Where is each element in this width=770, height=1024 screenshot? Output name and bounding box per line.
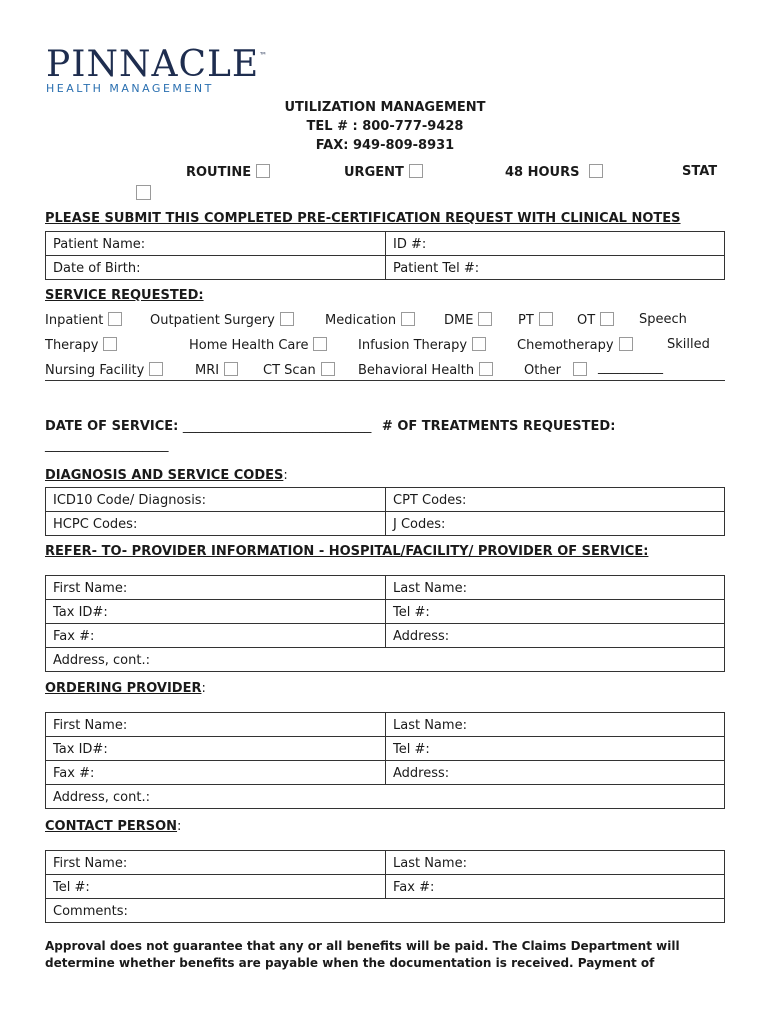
urgent-label: URGENT [344, 165, 404, 180]
patient-name-field[interactable] [46, 232, 386, 256]
ct-label: CT Scan [263, 363, 316, 378]
header-tel: TEL # : 800-777-9428 [306, 119, 464, 134]
contact-comments-field[interactable] [46, 899, 725, 923]
hcpc-field[interactable] [46, 512, 386, 536]
nursing-checkbox[interactable] [149, 362, 163, 376]
service-heading: SERVICE REQUESTED: [45, 288, 204, 303]
contact-last-name-field[interactable] [386, 851, 725, 875]
contact-table [45, 850, 725, 923]
contact-fax-field[interactable] [386, 875, 725, 899]
chemo-checkbox[interactable] [619, 337, 633, 351]
mri-checkbox[interactable] [224, 362, 238, 376]
ordering-address-field[interactable] [386, 761, 725, 785]
diagnosis-heading-row [45, 468, 288, 483]
behavioral-label: Behavioral Health [358, 363, 475, 378]
ordering-fax-label: Fax #: [53, 766, 95, 781]
service-home-health[interactable] [189, 337, 327, 353]
medication-checkbox[interactable] [401, 312, 415, 326]
service-inpatient[interactable] [45, 312, 122, 328]
ordering-tel-label: Tel #: [393, 742, 430, 757]
ordering-tax-label: Tax ID#: [53, 742, 108, 757]
ordering-last-name-field[interactable] [386, 713, 725, 737]
contact-heading-row [45, 819, 181, 834]
refer-first-name-field[interactable] [46, 576, 386, 600]
ordering-fax-field[interactable] [46, 761, 386, 785]
refer-heading: REFER- TO- PROVIDER INFORMATION - HOSPITAL/FACILITY/ PROVIDER OF SERVICE: [45, 544, 649, 559]
contact-comments-label: Comments: [53, 904, 128, 919]
disclaimer-line-1: Approval does not guarantee that any or all benefits will be paid. The Claims Department will [45, 939, 680, 953]
patient-table [45, 231, 725, 280]
other-checkbox[interactable] [573, 362, 587, 376]
stat-checkbox[interactable] [136, 185, 151, 200]
priority-urgent[interactable] [344, 164, 423, 180]
instruction-heading: PLEASE SUBMIT THIS COMPLETED PRE-CERTIFICATION REQUEST WITH CLINICAL NOTES [45, 211, 681, 226]
logo-trademark: ™ [259, 51, 269, 60]
refer-tax-field[interactable] [46, 600, 386, 624]
contact-first-name-label: First Name: [53, 856, 128, 871]
priority-48hours[interactable] [505, 164, 603, 180]
refer-last-name-label: Last Name: [393, 581, 467, 596]
treatments-label: # OF TREATMENTS REQUESTED: [381, 419, 616, 434]
ordering-address-cont-label: Address, cont.: [53, 790, 150, 805]
service-divider [45, 380, 725, 381]
infusion-label: Infusion Therapy [358, 338, 468, 353]
service-nursing[interactable] [45, 362, 163, 378]
ordering-colon: : [201, 681, 206, 696]
date-of-service-row [45, 419, 615, 434]
contact-first-name-field[interactable] [46, 851, 386, 875]
outpatient-surgery-checkbox[interactable] [280, 312, 294, 326]
inpatient-label: Inpatient [45, 313, 104, 328]
service-behavioral[interactable] [358, 362, 493, 378]
service-ot[interactable] [577, 312, 614, 328]
dob-field[interactable] [46, 256, 386, 280]
service-other[interactable] [524, 362, 587, 378]
patient-id-label: ID #: [393, 237, 427, 252]
ordering-address-cont-field[interactable] [46, 785, 725, 809]
patient-tel-label: Patient Tel #: [393, 261, 480, 276]
date-of-service-blank[interactable]: _____________________________ [182, 419, 372, 434]
company-logo [46, 44, 268, 95]
urgent-checkbox[interactable] [409, 164, 423, 178]
routine-label: ROUTINE [186, 165, 252, 180]
hcpc-label: HCPC Codes: [53, 517, 138, 532]
speech-therapy-checkbox[interactable] [103, 337, 117, 351]
ot-label: OT [577, 313, 596, 328]
priority-routine[interactable] [186, 164, 270, 180]
service-speech-therapy[interactable] [45, 337, 117, 353]
dob-label: Date of Birth: [53, 261, 141, 276]
ordering-table [45, 712, 725, 809]
header-fax: FAX: 949-809-8931 [315, 138, 455, 153]
home-health-label: Home Health Care [189, 338, 309, 353]
home-health-checkbox[interactable] [313, 337, 327, 351]
ordering-heading: ORDERING PROVIDER [45, 681, 202, 696]
infusion-checkbox[interactable] [472, 337, 486, 351]
dme-label: DME [444, 313, 474, 328]
service-chemo[interactable] [517, 337, 633, 353]
diagnosis-heading: DIAGNOSIS AND SERVICE CODES [45, 468, 284, 483]
refer-tel-label: Tel #: [393, 605, 430, 620]
chemo-label: Chemotherapy [517, 338, 614, 353]
service-medication[interactable] [325, 312, 415, 328]
ct-checkbox[interactable] [321, 362, 335, 376]
contact-tel-field[interactable] [46, 875, 386, 899]
ot-checkbox[interactable] [600, 312, 614, 326]
icd-label: ICD10 Code/ Diagnosis: [53, 493, 206, 508]
diagnosis-colon: : [283, 468, 288, 483]
ordering-first-name-field[interactable] [46, 713, 386, 737]
refer-first-name-label: First Name: [53, 581, 128, 596]
patient-tel-field[interactable] [386, 256, 725, 280]
refer-tax-label: Tax ID#: [53, 605, 108, 620]
ordering-address-label: Address: [393, 766, 450, 781]
refer-last-name-field[interactable] [386, 576, 725, 600]
service-outpatient-surgery[interactable] [150, 312, 294, 328]
speech-label: Speech [639, 312, 687, 327]
outpatient-surgery-label: Outpatient Surgery [150, 313, 275, 328]
mri-label: MRI [195, 363, 220, 378]
ordering-tax-field[interactable] [46, 737, 386, 761]
service-mri[interactable] [195, 362, 238, 378]
refer-tel-field[interactable] [386, 600, 725, 624]
service-infusion[interactable] [358, 337, 486, 353]
refer-address-field[interactable] [386, 624, 725, 648]
service-dme[interactable] [444, 312, 492, 328]
48hours-checkbox[interactable] [589, 164, 603, 178]
jcodes-field[interactable] [386, 512, 725, 536]
refer-fax-label: Fax #: [53, 629, 95, 644]
logo-wordmark [46, 44, 268, 85]
48hours-label: 48 HOURS [505, 165, 580, 180]
refer-address-cont-label: Address, cont.: [53, 653, 150, 668]
jcodes-label: J Codes: [393, 517, 446, 532]
dme-checkbox[interactable] [478, 312, 492, 326]
medication-label: Medication [325, 313, 397, 328]
treatments-blank[interactable]: ___________________ [45, 438, 169, 453]
inpatient-checkbox[interactable] [108, 312, 122, 326]
ordering-tel-field[interactable] [386, 737, 725, 761]
other-label: Other [524, 363, 561, 378]
service-pt[interactable] [518, 312, 553, 328]
date-of-service-label: DATE OF SERVICE: [45, 419, 179, 434]
contact-tel-label: Tel #: [53, 880, 90, 895]
refer-fax-field[interactable] [46, 624, 386, 648]
routine-checkbox[interactable] [256, 164, 270, 178]
diagnosis-table [45, 487, 725, 536]
stat-label: STAT [682, 164, 718, 179]
contact-last-name-label: Last Name: [393, 856, 467, 871]
ordering-heading-row [45, 681, 206, 696]
contact-fax-label: Fax #: [393, 880, 435, 895]
refer-table [45, 575, 725, 672]
contact-heading: CONTACT PERSON [45, 819, 178, 834]
pt-label: PT [518, 313, 534, 328]
behavioral-checkbox[interactable] [479, 362, 493, 376]
ordering-first-name-label: First Name: [53, 718, 128, 733]
therapy-label: Therapy [45, 338, 99, 353]
nursing-label: Nursing Facility [45, 363, 145, 378]
pt-checkbox[interactable] [539, 312, 553, 326]
cpt-field[interactable] [386, 488, 725, 512]
refer-address-cont-field[interactable] [46, 648, 725, 672]
patient-name-label: Patient Name: [53, 237, 146, 252]
cpt-label: CPT Codes: [393, 493, 467, 508]
patient-id-field[interactable] [386, 232, 725, 256]
logo-subtitle: HEALTH MANAGEMENT [46, 82, 214, 95]
logo-name: PINNACLE [46, 44, 260, 85]
form-title: UTILIZATION MANAGEMENT [284, 100, 486, 115]
icd-field[interactable] [46, 488, 386, 512]
contact-colon: : [177, 819, 182, 834]
ordering-last-name-label: Last Name: [393, 718, 467, 733]
service-ct[interactable] [263, 362, 335, 378]
refer-address-label: Address: [393, 629, 450, 644]
skilled-label: Skilled [667, 337, 710, 352]
disclaimer-line-2: determine whether benefits are payable when the documentation is received. Payment of [45, 956, 655, 970]
other-blank[interactable]: __________ [598, 360, 663, 375]
